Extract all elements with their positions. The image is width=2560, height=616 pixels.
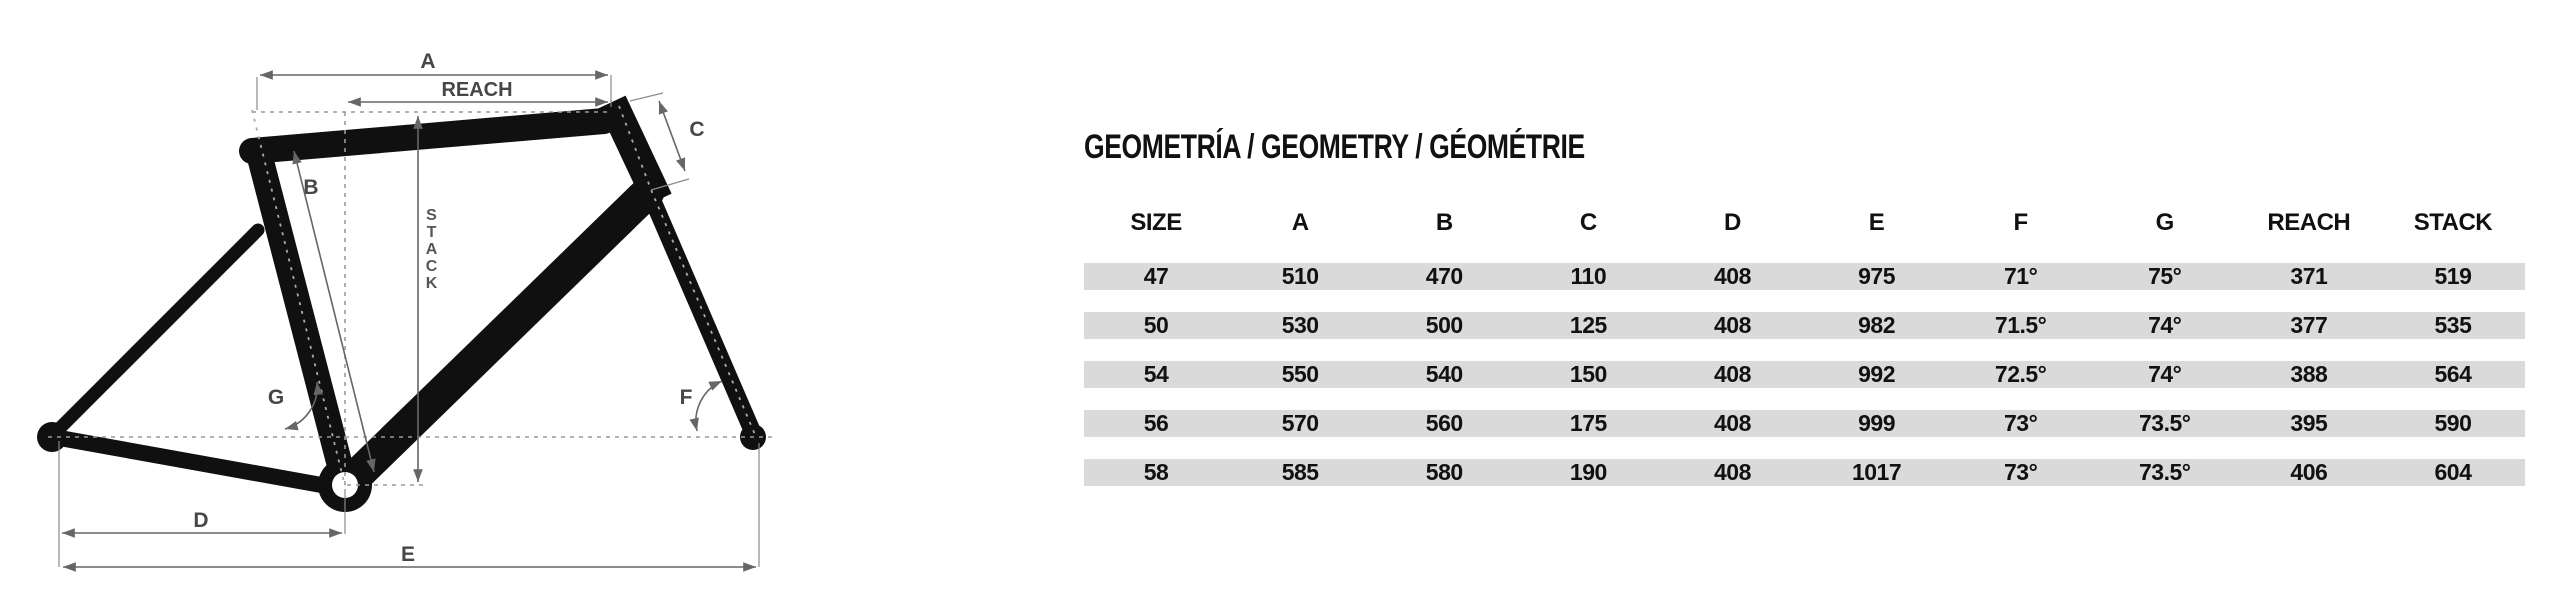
table-cell: 992 [1858, 361, 1895, 387]
table-cell: 73° [2004, 459, 2038, 485]
label-stack: STACK [423, 207, 440, 292]
section-title: GEOMETRÍA / GEOMETRY / GÉOMÉTRIE [1084, 128, 1585, 166]
column-header-e: E [1868, 209, 1885, 236]
table-cell: 71.5° [1994, 312, 2047, 338]
table-cell: 408 [1714, 410, 1751, 436]
table-row-size-58 [1084, 459, 2525, 486]
label-d: D [193, 509, 209, 532]
label-a: A [420, 50, 436, 73]
table-cell: 74° [2148, 312, 2182, 338]
table-cell: 388 [2290, 361, 2328, 387]
table-cell: 73° [2004, 410, 2038, 436]
table-cell: 150 [1569, 361, 1607, 387]
label-reach: REACH [441, 79, 513, 101]
seat-stay [54, 230, 258, 434]
table-cell: 975 [1858, 263, 1895, 289]
table-cell: 58 [1143, 459, 1169, 485]
table-cell: 72.5° [1994, 361, 2047, 387]
table-row-size-47 [1084, 263, 2525, 290]
table-cell: 408 [1714, 361, 1751, 387]
table-cell: 982 [1858, 312, 1895, 338]
table-cell: 75° [2148, 263, 2182, 289]
table-cell: 110 [1570, 263, 1607, 289]
table-cell: 500 [1425, 312, 1463, 338]
table-cell: 54 [1143, 361, 1169, 387]
table-cell: 470 [1425, 263, 1463, 289]
table-cell: 510 [1281, 263, 1319, 289]
table-cell: 408 [1714, 263, 1751, 289]
table-cell: 1017 [1851, 459, 1902, 485]
table-cell: 530 [1281, 312, 1319, 338]
table-cell: 550 [1281, 361, 1319, 387]
table-cell: 56 [1143, 410, 1169, 436]
frame-geometry-diagram [0, 0, 810, 616]
down-tube [350, 192, 648, 482]
table-header-row [1084, 208, 2525, 238]
column-header-f: F [2013, 209, 2028, 236]
column-header-g: G [2155, 209, 2174, 236]
table-row-size-56 [1084, 410, 2525, 437]
table-cell: 590 [2434, 410, 2472, 436]
column-header-b: B [1435, 209, 1453, 236]
column-header-stack: STACK [2413, 209, 2493, 236]
table-cell: 71° [2004, 263, 2038, 289]
table-cell: 999 [1858, 410, 1895, 436]
table-cell: 540 [1425, 361, 1463, 387]
top-tube [252, 121, 604, 151]
table-cell: 564 [2434, 361, 2472, 387]
table-cell: 395 [2290, 410, 2328, 436]
table-cell: 406 [2290, 459, 2328, 485]
table-row-size-50 [1084, 312, 2525, 339]
label-e: E [400, 543, 416, 566]
table-cell: 175 [1569, 410, 1607, 436]
label-g: G [267, 386, 285, 409]
table-cell: 408 [1714, 459, 1751, 485]
table-cell: 50 [1143, 312, 1169, 338]
label-f: F [679, 386, 693, 409]
table-cell: 377 [2290, 312, 2328, 338]
table-body [1084, 263, 2525, 486]
label-b: B [303, 176, 319, 199]
table-cell: 47 [1143, 263, 1169, 289]
table-cell: 73.5° [2139, 410, 2191, 436]
chain-stay [54, 437, 338, 488]
geometry-panel [1084, 128, 2526, 548]
table-row-size-54 [1084, 361, 2525, 388]
label-c: C [689, 118, 705, 141]
table-cell: 604 [2434, 459, 2472, 485]
table-cell: 560 [1425, 410, 1463, 436]
table-cell: 570 [1281, 410, 1319, 436]
column-header-a: A [1291, 209, 1309, 236]
column-header-reach: REACH [2267, 209, 2351, 236]
table-cell: 190 [1569, 459, 1607, 485]
column-header-size: SIZE [1130, 209, 1182, 236]
table-cell: 519 [2434, 263, 2472, 289]
table-cell: 408 [1714, 312, 1751, 338]
frame-silhouette [37, 102, 766, 512]
dim-c [659, 101, 685, 171]
dim-f-angle [696, 381, 722, 431]
column-header-c: C [1579, 209, 1597, 236]
table-cell: 371 [2290, 263, 2328, 289]
table-cell: 73.5° [2139, 459, 2191, 485]
frame-diagram-svg [0, 0, 810, 616]
table-cell: 535 [2434, 312, 2472, 338]
table-cell: 580 [1425, 459, 1463, 485]
table-cell: 125 [1569, 312, 1607, 338]
column-header-d: D [1724, 209, 1741, 236]
table-cell: 74° [2148, 361, 2182, 387]
table-cell: 585 [1281, 459, 1319, 485]
geometry-table [1084, 208, 2525, 508]
